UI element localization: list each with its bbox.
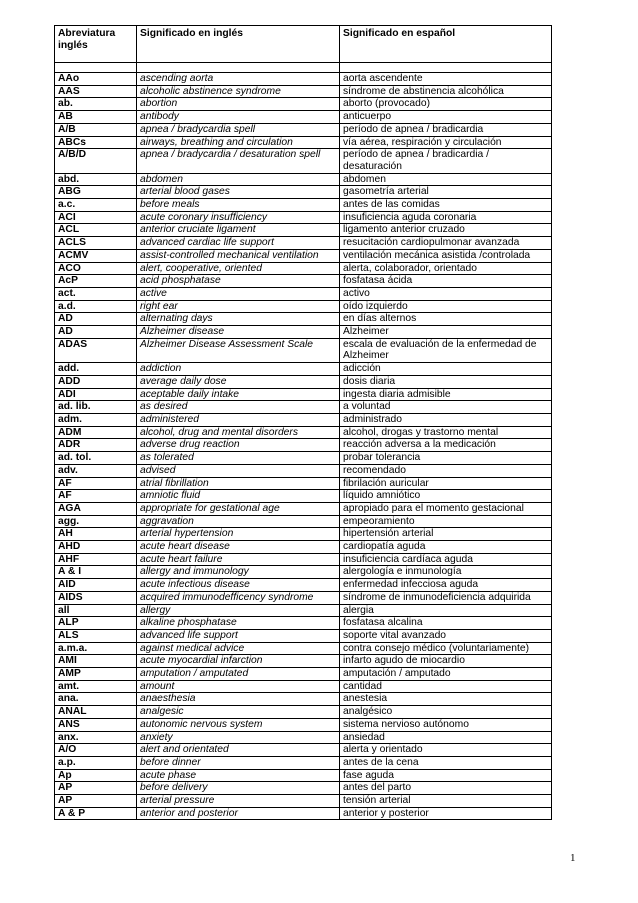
english-meaning-cell: aceptable daily intake (137, 388, 340, 401)
table-row (55, 388, 552, 401)
spanish-meaning-cell: abdomen (340, 173, 552, 186)
table-row (55, 629, 552, 642)
english-meaning-cell: administered (137, 413, 340, 426)
table-row (55, 617, 552, 630)
english-meaning-cell: acute coronary insufficiency (137, 211, 340, 224)
table-row (55, 300, 552, 313)
abbreviation-cell: act. (55, 287, 137, 300)
spanish-meaning-cell: adicción (340, 363, 552, 376)
table-row (55, 73, 552, 86)
spanish-meaning-cell: alergología e inmunología (340, 566, 552, 579)
abbreviation-cell: ABCs (55, 136, 137, 149)
spanish-meaning-cell: cantidad (340, 680, 552, 693)
table-row (55, 604, 552, 617)
spacer-cell (340, 63, 552, 73)
abbreviation-cell: AMP (55, 668, 137, 681)
spanish-meaning-cell: probar tolerancia (340, 452, 552, 465)
table-row (55, 111, 552, 124)
english-meaning-cell: amputation / amputated (137, 668, 340, 681)
table-row (55, 439, 552, 452)
spanish-meaning-cell: antes del parto (340, 782, 552, 795)
english-meaning-cell: abdomen (137, 173, 340, 186)
spanish-meaning-cell: antes de la cena (340, 756, 552, 769)
table-row (55, 807, 552, 820)
english-meaning-cell: as tolerated (137, 452, 340, 465)
table-row (55, 199, 552, 212)
abbreviation-cell: a.c. (55, 199, 137, 212)
abbreviation-cell: all (55, 604, 137, 617)
spanish-meaning-cell: sistema nervioso autónomo (340, 718, 552, 731)
table-row (55, 426, 552, 439)
abbreviation-cell: ACL (55, 224, 137, 237)
spanish-meaning-cell: anticuerpo (340, 111, 552, 124)
spanish-meaning-cell: activo (340, 287, 552, 300)
spanish-meaning-cell: enfermedad infecciosa aguda (340, 579, 552, 592)
table-row (55, 224, 552, 237)
table-row (55, 579, 552, 592)
spacer-cell (137, 63, 340, 73)
abbreviation-cell: A/B (55, 123, 137, 136)
english-meaning-cell: amniotic fluid (137, 490, 340, 503)
spanish-meaning-cell: dosis diaria (340, 375, 552, 388)
table-row (55, 287, 552, 300)
abbreviation-cell: ANS (55, 718, 137, 731)
spanish-meaning-cell: escala de evaluación de la enfermedad de Alzheimer (340, 338, 552, 362)
abbreviation-cell: a.p. (55, 756, 137, 769)
english-meaning-cell: aggravation (137, 515, 340, 528)
spanish-meaning-cell: hipertensión arterial (340, 528, 552, 541)
abbreviation-cell: ALP (55, 617, 137, 630)
spanish-meaning-cell: período de apnea / bradicardia / desaturación (340, 149, 552, 173)
english-meaning-cell: analgesic (137, 706, 340, 719)
abbreviation-cell: AID (55, 579, 137, 592)
abbreviation-cell: AIDS (55, 591, 137, 604)
table-row (55, 541, 552, 554)
spanish-meaning-cell: síndrome de inmunodeficiencia adquirida (340, 591, 552, 604)
table-row (55, 490, 552, 503)
spanish-meaning-cell: oído izquierdo (340, 300, 552, 313)
english-meaning-cell: as desired (137, 401, 340, 414)
table-row (55, 731, 552, 744)
spanish-meaning-cell: gasometría arterial (340, 186, 552, 199)
spanish-meaning-cell: empeoramiento (340, 515, 552, 528)
english-meaning-cell: before dinner (137, 756, 340, 769)
spanish-meaning-cell: período de apnea / bradicardia (340, 123, 552, 136)
table-row (55, 173, 552, 186)
spanish-meaning-cell: anestesia (340, 693, 552, 706)
english-meaning-cell: active (137, 287, 340, 300)
english-meaning-cell: against medical advice (137, 642, 340, 655)
spanish-meaning-cell: reacción adversa a la medicación (340, 439, 552, 452)
abbreviation-cell: ANAL (55, 706, 137, 719)
english-meaning-cell: anterior and posterior (137, 807, 340, 820)
english-meaning-cell: acute phase (137, 769, 340, 782)
spanish-meaning-cell: alergia (340, 604, 552, 617)
english-meaning-cell: Alzheimer disease (137, 326, 340, 339)
spanish-meaning-cell: contra consejo médico (voluntariamente) (340, 642, 552, 655)
spanish-meaning-cell: ingesta diaria admisible (340, 388, 552, 401)
abbreviation-cell: ACMV (55, 249, 137, 262)
english-meaning-cell: before delivery (137, 782, 340, 795)
spacer-row (55, 63, 552, 73)
abbreviation-cell: AF (55, 490, 137, 503)
header-abbreviation: Abreviatura inglés (55, 26, 137, 63)
table-row (55, 98, 552, 111)
abbreviation-cell: a.m.a. (55, 642, 137, 655)
abbreviation-cell: a.d. (55, 300, 137, 313)
english-meaning-cell: amount (137, 680, 340, 693)
abbreviation-cell: ACI (55, 211, 137, 224)
spanish-meaning-cell: recomendado (340, 464, 552, 477)
english-meaning-cell: addiction (137, 363, 340, 376)
abbreviation-cell: A & P (55, 807, 137, 820)
spanish-meaning-cell: síndrome de abstinencia alcohólica (340, 85, 552, 98)
english-meaning-cell: anterior cruciate ligament (137, 224, 340, 237)
abbreviation-cell: anx. (55, 731, 137, 744)
spanish-meaning-cell: insuficiencia aguda coronaria (340, 211, 552, 224)
abbreviation-cell: ADD (55, 375, 137, 388)
abbreviation-cell: ADI (55, 388, 137, 401)
table-row (55, 655, 552, 668)
table-row (55, 744, 552, 757)
english-meaning-cell: alcoholic abstinence syndrome (137, 85, 340, 98)
english-meaning-cell: before meals (137, 199, 340, 212)
abbreviation-cell: AAo (55, 73, 137, 86)
abbreviation-cell: ALS (55, 629, 137, 642)
abbreviation-cell: AP (55, 795, 137, 808)
abbreviation-cell: ad. tol. (55, 452, 137, 465)
abbreviation-cell: amt. (55, 680, 137, 693)
spanish-meaning-cell: tensión arterial (340, 795, 552, 808)
spanish-meaning-cell: cardiopatía aguda (340, 541, 552, 554)
english-meaning-cell: alkaline phosphatase (137, 617, 340, 630)
spanish-meaning-cell: insuficiencia cardíaca aguda (340, 553, 552, 566)
english-meaning-cell: airways, breathing and circulation (137, 136, 340, 149)
english-meaning-cell: alternating days (137, 313, 340, 326)
table-body (55, 63, 552, 820)
abbreviation-cell: adm. (55, 413, 137, 426)
abbreviation-cell: ADR (55, 439, 137, 452)
abbreviation-cell: ana. (55, 693, 137, 706)
abbreviation-cell: AGA (55, 502, 137, 515)
table-row (55, 313, 552, 326)
table-row (55, 237, 552, 250)
spanish-meaning-cell: en días alternos (340, 313, 552, 326)
english-meaning-cell: allergy (137, 604, 340, 617)
table-row (55, 502, 552, 515)
table-row (55, 211, 552, 224)
spanish-meaning-cell: alerta, colaborador, orientado (340, 262, 552, 275)
spanish-meaning-cell: anterior y posterior (340, 807, 552, 820)
table-row (55, 249, 552, 262)
spanish-meaning-cell: amputación / amputado (340, 668, 552, 681)
english-meaning-cell: autonomic nervous system (137, 718, 340, 731)
table-row (55, 413, 552, 426)
spanish-meaning-cell: alcohol, drogas y trastorno mental (340, 426, 552, 439)
abbreviation-cell: AcP (55, 275, 137, 288)
table-row (55, 782, 552, 795)
table-row (55, 375, 552, 388)
abbreviation-cell: A/B/D (55, 149, 137, 173)
english-meaning-cell: acid phosphatase (137, 275, 340, 288)
english-meaning-cell: anxiety (137, 731, 340, 744)
abbreviation-cell: AD (55, 313, 137, 326)
english-meaning-cell: apnea / bradycardia / desaturation spell (137, 149, 340, 173)
table-row (55, 668, 552, 681)
english-meaning-cell: allergy and immunology (137, 566, 340, 579)
table-row (55, 363, 552, 376)
abbreviation-table (54, 25, 552, 820)
english-meaning-cell: antibody (137, 111, 340, 124)
english-meaning-cell: arterial blood gases (137, 186, 340, 199)
spanish-meaning-cell: analgésico (340, 706, 552, 719)
spanish-meaning-cell: vía aérea, respiración y circulación (340, 136, 552, 149)
table-row (55, 401, 552, 414)
english-meaning-cell: alert and orientated (137, 744, 340, 757)
header-row (55, 26, 552, 63)
page-number: 1 (570, 852, 576, 864)
english-meaning-cell: acquired immunodefficency syndrome (137, 591, 340, 604)
abbreviation-cell: ADM (55, 426, 137, 439)
table-row (55, 693, 552, 706)
abbreviation-cell: AHF (55, 553, 137, 566)
english-meaning-cell: ascending aorta (137, 73, 340, 86)
abbreviation-cell: AB (55, 111, 137, 124)
abbreviation-cell: agg. (55, 515, 137, 528)
spanish-meaning-cell: antes de las comidas (340, 199, 552, 212)
abbreviation-cell: AHD (55, 541, 137, 554)
english-meaning-cell: advanced life support (137, 629, 340, 642)
english-meaning-cell: acute infectious disease (137, 579, 340, 592)
english-meaning-cell: assist-controlled mechanical ventilation (137, 249, 340, 262)
spanish-meaning-cell: fibrilación auricular (340, 477, 552, 490)
spanish-meaning-cell: ligamento anterior cruzado (340, 224, 552, 237)
table-row (55, 464, 552, 477)
spanish-meaning-cell: Alzheimer (340, 326, 552, 339)
spanish-meaning-cell: fase aguda (340, 769, 552, 782)
english-meaning-cell: atrial fibrillation (137, 477, 340, 490)
abbreviation-cell: ACO (55, 262, 137, 275)
english-meaning-cell: acute heart disease (137, 541, 340, 554)
abbreviation-cell: Ap (55, 769, 137, 782)
spanish-meaning-cell: líquido amniótico (340, 490, 552, 503)
spanish-meaning-cell: ventilación mecánica asistida /controlada (340, 249, 552, 262)
english-meaning-cell: apnea / bradycardia spell (137, 123, 340, 136)
english-meaning-cell: advanced cardiac life support (137, 237, 340, 250)
abbreviation-cell: AMI (55, 655, 137, 668)
header-spanish-meaning: Significado en español (340, 26, 552, 63)
table-row (55, 136, 552, 149)
english-meaning-cell: acute heart failure (137, 553, 340, 566)
table-row (55, 85, 552, 98)
spanish-meaning-cell: infarto agudo de miocardio (340, 655, 552, 668)
abbreviation-cell: A & I (55, 566, 137, 579)
table-row (55, 186, 552, 199)
table-row (55, 123, 552, 136)
english-meaning-cell: acute myocardial infarction (137, 655, 340, 668)
spanish-meaning-cell: a voluntad (340, 401, 552, 414)
spanish-meaning-cell: ansiedad (340, 731, 552, 744)
table-row (55, 680, 552, 693)
abbreviation-cell: adv. (55, 464, 137, 477)
table-row (55, 452, 552, 465)
abbreviation-cell: AAS (55, 85, 137, 98)
english-meaning-cell: Alzheimer Disease Assessment Scale (137, 338, 340, 362)
table-row (55, 477, 552, 490)
spanish-meaning-cell: resucitación cardiopulmonar avanzada (340, 237, 552, 250)
table-row (55, 795, 552, 808)
spanish-meaning-cell: aorta ascendente (340, 73, 552, 86)
table-row (55, 642, 552, 655)
english-meaning-cell: arterial pressure (137, 795, 340, 808)
english-meaning-cell: average daily dose (137, 375, 340, 388)
abbreviation-cell: ACLS (55, 237, 137, 250)
table-row (55, 756, 552, 769)
english-meaning-cell: right ear (137, 300, 340, 313)
spanish-meaning-cell: fosfatasa alcalina (340, 617, 552, 630)
english-meaning-cell: alcohol, drug and mental disorders (137, 426, 340, 439)
abbreviation-cell: ad. lib. (55, 401, 137, 414)
abbreviation-cell: AF (55, 477, 137, 490)
table-row (55, 275, 552, 288)
abbreviation-cell: AH (55, 528, 137, 541)
spanish-meaning-cell: administrado (340, 413, 552, 426)
spanish-meaning-cell: aborto (provocado) (340, 98, 552, 111)
table-row (55, 718, 552, 731)
table-row (55, 515, 552, 528)
table-row (55, 326, 552, 339)
abbreviation-cell: ABG (55, 186, 137, 199)
table-row (55, 262, 552, 275)
table-row (55, 149, 552, 173)
table-row (55, 566, 552, 579)
table-row (55, 528, 552, 541)
abbreviation-cell: A/O (55, 744, 137, 757)
english-meaning-cell: appropriate for gestational age (137, 502, 340, 515)
abbreviation-cell: add. (55, 363, 137, 376)
abbreviation-cell: abd. (55, 173, 137, 186)
spanish-meaning-cell: apropiado para el momento gestacional (340, 502, 552, 515)
table-row (55, 706, 552, 719)
spanish-meaning-cell: alerta y orientado (340, 744, 552, 757)
english-meaning-cell: advised (137, 464, 340, 477)
abbreviation-cell: ADAS (55, 338, 137, 362)
table-row (55, 591, 552, 604)
english-meaning-cell: anaesthesia (137, 693, 340, 706)
english-meaning-cell: adverse drug reaction (137, 439, 340, 452)
table-row (55, 769, 552, 782)
header-english-meaning: Significado en inglés (137, 26, 340, 63)
table-row (55, 553, 552, 566)
english-meaning-cell: abortion (137, 98, 340, 111)
abbreviation-cell: ab. (55, 98, 137, 111)
abbreviation-cell: AD (55, 326, 137, 339)
spacer-cell (55, 63, 137, 73)
spanish-meaning-cell: fosfatasa ácida (340, 275, 552, 288)
english-meaning-cell: arterial hypertension (137, 528, 340, 541)
table-row (55, 338, 552, 362)
abbreviation-cell: AP (55, 782, 137, 795)
english-meaning-cell: alert, cooperative, oriented (137, 262, 340, 275)
spanish-meaning-cell: soporte vital avanzado (340, 629, 552, 642)
